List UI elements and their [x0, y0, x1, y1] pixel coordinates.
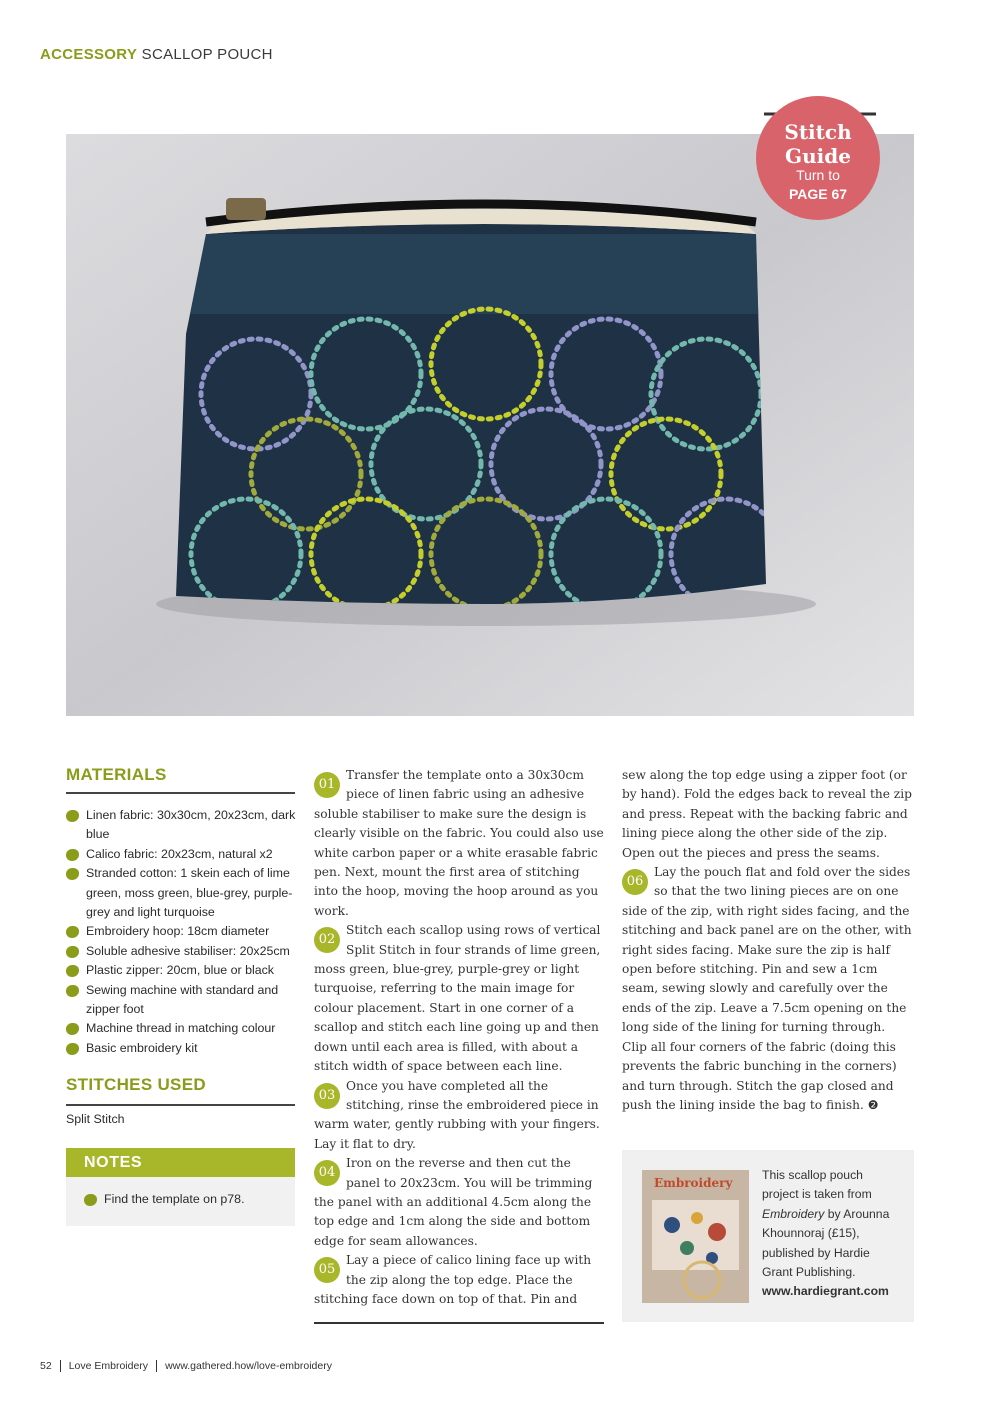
- list-item: Stranded cotton: 1 skein each of lime green, moss green, blue-grey, purple-grey and light turquoise: [66, 864, 296, 922]
- pouch-illustration: [66, 134, 914, 716]
- section-label: ACCESSORY: [40, 46, 138, 63]
- bullet-icon: [84, 1194, 97, 1206]
- step-number: 06: [622, 869, 648, 895]
- list-item: Embroidery hoop: 18cm diameter: [66, 922, 296, 941]
- footer-url[interactable]: www.gathered.how/love-embroidery: [165, 1360, 332, 1372]
- step-number: 05: [314, 1257, 340, 1283]
- step-number: 03: [314, 1083, 340, 1109]
- bullet-icon: [66, 985, 79, 997]
- page-footer: [40, 1360, 332, 1372]
- step-number: 02: [314, 927, 340, 953]
- notes-item: Find the template on p78.: [84, 1192, 245, 1206]
- bullet-icon: [66, 810, 79, 822]
- step: 02 Stitch each scallop using rows of vertical Split Stitch in four strands of lime green, moss green, blue-grey, purple-grey or light turquoise, referring to the main image for colour placement. Start in one corner of a scallop and stitch each line going up and then down until each area is filled, with about a stitch width of space between each line.: [314, 923, 601, 1074]
- step: 05 Lay a piece of calico lining face up with the zip along the top edge. Place the stitching face down on top of that. Pin and: [314, 1253, 592, 1306]
- stitches-heading: STITCHES USED: [66, 1075, 206, 1094]
- pouch-photo: [66, 134, 914, 716]
- magazine-name: Love Embroidery: [68, 1360, 149, 1372]
- book-cover-title: Embroidery: [654, 1176, 733, 1190]
- stitch-guide-badge: [756, 96, 880, 220]
- stitch-item: Split Stitch: [66, 1112, 125, 1126]
- badge-turn-to: Turn to: [796, 167, 840, 183]
- notes-heading: NOTES: [66, 1148, 295, 1177]
- notes-box: [66, 1148, 295, 1226]
- step-number: 04: [314, 1160, 340, 1186]
- materials-list: [66, 806, 296, 1058]
- bullet-icon: [66, 1043, 79, 1055]
- list-item: Sewing machine with standard and zipper foot: [66, 981, 296, 1020]
- bullet-icon: [66, 868, 79, 880]
- book-description: This scallop pouch project is taken from Embroidery by Arounna Khounnoraj (£15), published by Hardie Grant Publishing. www.hardiegrant.com: [762, 1168, 890, 1299]
- instructions-column-right: [622, 766, 912, 1115]
- bullet-icon: [66, 926, 79, 938]
- page-header: [40, 46, 273, 63]
- step: 01 Transfer the template onto a 30x30cm piece of linen fabric using an adhesive soluble stabiliser to make sure the design is clearly visible on the fabric. You could also use white carbon paper or a white erasable fabric pen. Next, mount the first area of stitching into the hoop, moving the hoop around as you work.: [314, 768, 604, 918]
- list-item: Machine thread in matching colour: [66, 1019, 296, 1038]
- bullet-icon: [66, 946, 79, 958]
- list-item: Linen fabric: 30x30cm, 20x23cm, dark blue: [66, 806, 296, 845]
- article-title: SCALLOP POUCH: [141, 46, 273, 63]
- bullet-icon: [66, 1023, 79, 1035]
- list-item: Soluble adhesive stabiliser: 20x25cm: [66, 942, 296, 961]
- step: 04 Iron on the reverse and then cut the panel to 20x23cm. You will be trimming the panel with an additional 4.5cm along the top edge and 1cm along the side and bottom edge for seam allowances.: [314, 1156, 593, 1248]
- bullet-icon: [66, 849, 79, 861]
- step: 06 Lay the pouch flat and fold over the sides so that the two lining pieces are on one side of the zip, with right sides facing, and the stitching and back panel are on the other, with right sides facing. Make sure the zip is half open before stitching. Pin and sew a 1cm seam, sewing slowly and carefully over the ends of the zip. Leave a 7.5cm opening on the long side of the lining for turning through. Clip all four corners of the fabric (doing this prevents the fabric bunching in the corners) and turn through. Stitch the gap closed and push the lining inside the bag to finish. ❷: [622, 865, 912, 1112]
- bullet-icon: [66, 965, 79, 977]
- list-item: Plastic zipper: 20cm, blue or black: [66, 961, 296, 980]
- book-promo: [622, 1150, 914, 1322]
- list-item: Calico fabric: 20x23cm, natural x2: [66, 845, 296, 864]
- stitches-rule: [66, 1104, 295, 1106]
- publisher-link[interactable]: www.hardiegrant.com: [762, 1284, 889, 1299]
- end-mark-icon: ❷: [867, 1097, 879, 1112]
- page-number: 52: [40, 1360, 52, 1372]
- list-item: Basic embroidery kit: [66, 1039, 296, 1058]
- instructions-column: [314, 766, 604, 1309]
- column-rule: [314, 1322, 604, 1324]
- materials-heading: MATERIALS: [66, 765, 167, 784]
- materials-rule: [66, 792, 295, 794]
- badge-page: PAGE 67: [788, 186, 848, 202]
- step-number: 01: [314, 772, 340, 798]
- badge-title: Stitch Guide: [784, 120, 852, 168]
- step-continuation: sew along the top edge using a zipper foot (or by hand). Fold the edges back to reveal the zip and press. Repeat with the backing fabric and lining piece along the other side of the zip. Open out the pieces and press the seams.: [622, 768, 912, 860]
- book-cover-image: [642, 1170, 749, 1303]
- step: 03 Once you have completed all the stitching, rinse the embroidered piece in warm water, gently rubbing with your fingers. Lay it flat to dry.: [314, 1078, 600, 1151]
